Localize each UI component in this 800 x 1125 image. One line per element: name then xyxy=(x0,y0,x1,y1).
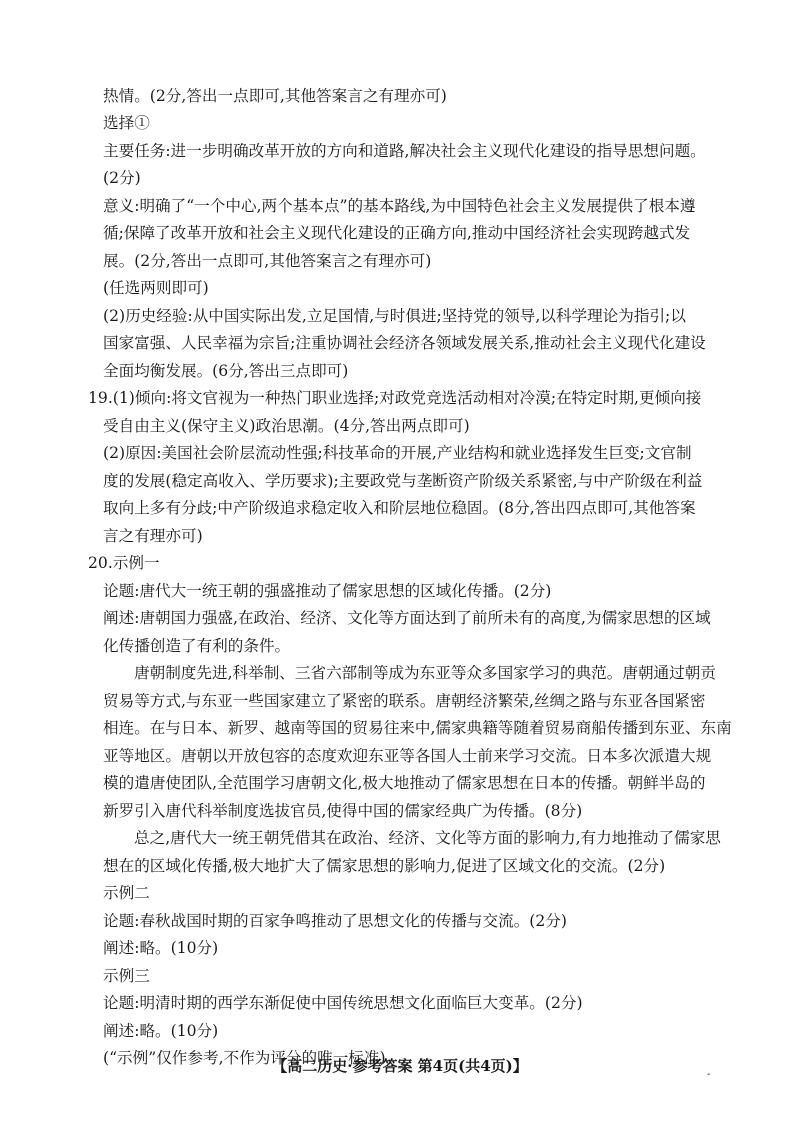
text-line: 示例三 xyxy=(103,967,150,985)
text-line: 想在的区域化传播,极大地扩大了儒家思想的影响力,促进了区域文化的交流。(2分) xyxy=(103,857,666,875)
text-line: 论题:春秋战国时期的百家争鸣推动了思想文化的传播与交流。(2分) xyxy=(103,912,567,930)
text-line: 言之有理亦可) xyxy=(103,527,203,545)
question-20-line: 20.示例一 xyxy=(88,554,160,572)
text-line: 循;保障了改革开放和社会主义现代化建设的正确方向,推动中国经济社会实现跨越式发 xyxy=(103,224,691,242)
question-19-line: 19.(1)倾向:将文官视为一种热门职业选择;对政党竞选活动相对冷漠;在特定时期,更倾向接 xyxy=(88,389,702,407)
text-line: 亚等地区。唐朝以开放包容的态度欢迎东亚等各国人士前来学习交流。日本多次派遣大规 xyxy=(103,747,712,765)
text-line: 论题:明清时期的西学东渐促使中国传统思想文化面临巨大变革。(2分) xyxy=(103,994,583,1012)
text-line: 意义:明确了“一个中心,两个基本点”的基本路线,为中国特色社会主义发展提供了根本遵 xyxy=(103,197,696,215)
text-line: 相连。在与日本、新罗、越南等国的贸易往来中,儒家典籍等随着贸易商船传播到东亚、东南 xyxy=(103,719,732,737)
text-line: 新罗引入唐代科举制度选拔官员,使得中国的儒家经典广为传播。(8分) xyxy=(103,802,583,820)
text-line: 热情。(2分,答出一点即可,其他答案言之有理亦可) xyxy=(103,87,447,105)
text-line: 主要任务:进一步明确改革开放的方向和道路,解决社会主义现代化建设的指导思想问题。 xyxy=(103,142,706,160)
text-line: 贸易等方式,与东亚一些国家建立了紧密的联系。唐朝经济繁荣,丝绸之路与东亚各国紧密 xyxy=(103,692,706,710)
text-line: (2)历史经验:从中国实际出发,立足国情,与时俱进;坚持党的领导,以科学理论为指引;以 xyxy=(103,307,686,325)
text-line: 度的发展(稳定高收入、学历要求);主要政党与垄断资产阶级关系紧密,与中产阶级在利益 xyxy=(103,472,703,490)
text-line: 模的遣唐使团队,全范围学习唐朝文化,极大地推动了儒家思想在日本的传播。朝鲜半岛的 xyxy=(103,774,706,792)
text-line: 总之,唐代大一统王朝凭借其在政治、经济、文化等方面的影响力,有力地推动了儒家思 xyxy=(134,829,721,847)
text-line: (“示例”仅作参考,不作为评分的唯一标准) xyxy=(103,1049,386,1067)
text-line: 示例二 xyxy=(103,884,150,902)
text-line: 展。(2分,答出一点即可,其他答案言之有理亦可) xyxy=(103,252,432,270)
text-line: 取向上多有分歧;中产阶级追求稳定收入和阶层地位稳固。(8分,答出四点即可,其他答案 xyxy=(103,499,696,517)
text-line: 阐述:略。(10分) xyxy=(103,1022,219,1040)
page-footer: 【高二历史·参考答案 第4页(共4页)】 xyxy=(272,1057,528,1075)
text-line: (2)原因:美国社会阶层流动性强;科技革命的开展,产业结构和就业选择发生巨变;文官制 xyxy=(103,444,692,462)
text-line: (任选两则即可) xyxy=(103,279,209,297)
text-line: 全面均衡发展。(6分,答出三点即可) xyxy=(103,362,349,380)
text-line: 阐述:唐朝国力强盛,在政治、经济、文化等方面达到了前所未有的高度,为儒家思想的区域 xyxy=(103,609,711,627)
text-line: 国家富强、人民幸福为宗旨;注重协调社会经济各领域发展关系,推动社会主义现代化建设 xyxy=(103,334,706,352)
text-line: 化传播创造了有利的条件。 xyxy=(103,637,291,655)
text-line: (2分) xyxy=(103,169,141,187)
text-line: 选择① xyxy=(103,114,150,132)
text-line: 唐朝制度先进,科举制、三省六部制等成为东亚等众多国家学习的典范。唐朝通过朝贡 xyxy=(134,664,716,682)
corner-mark: - xyxy=(707,1069,711,1080)
text-line: 受自由主义(保守主义)政治思潮。(4分,答出两点即可) xyxy=(103,417,470,435)
text-line: 阐述:略。(10分) xyxy=(103,939,219,957)
text-line: 论题:唐代大一统王朝的强盛推动了儒家思想的区域化传播。(2分) xyxy=(103,582,552,600)
